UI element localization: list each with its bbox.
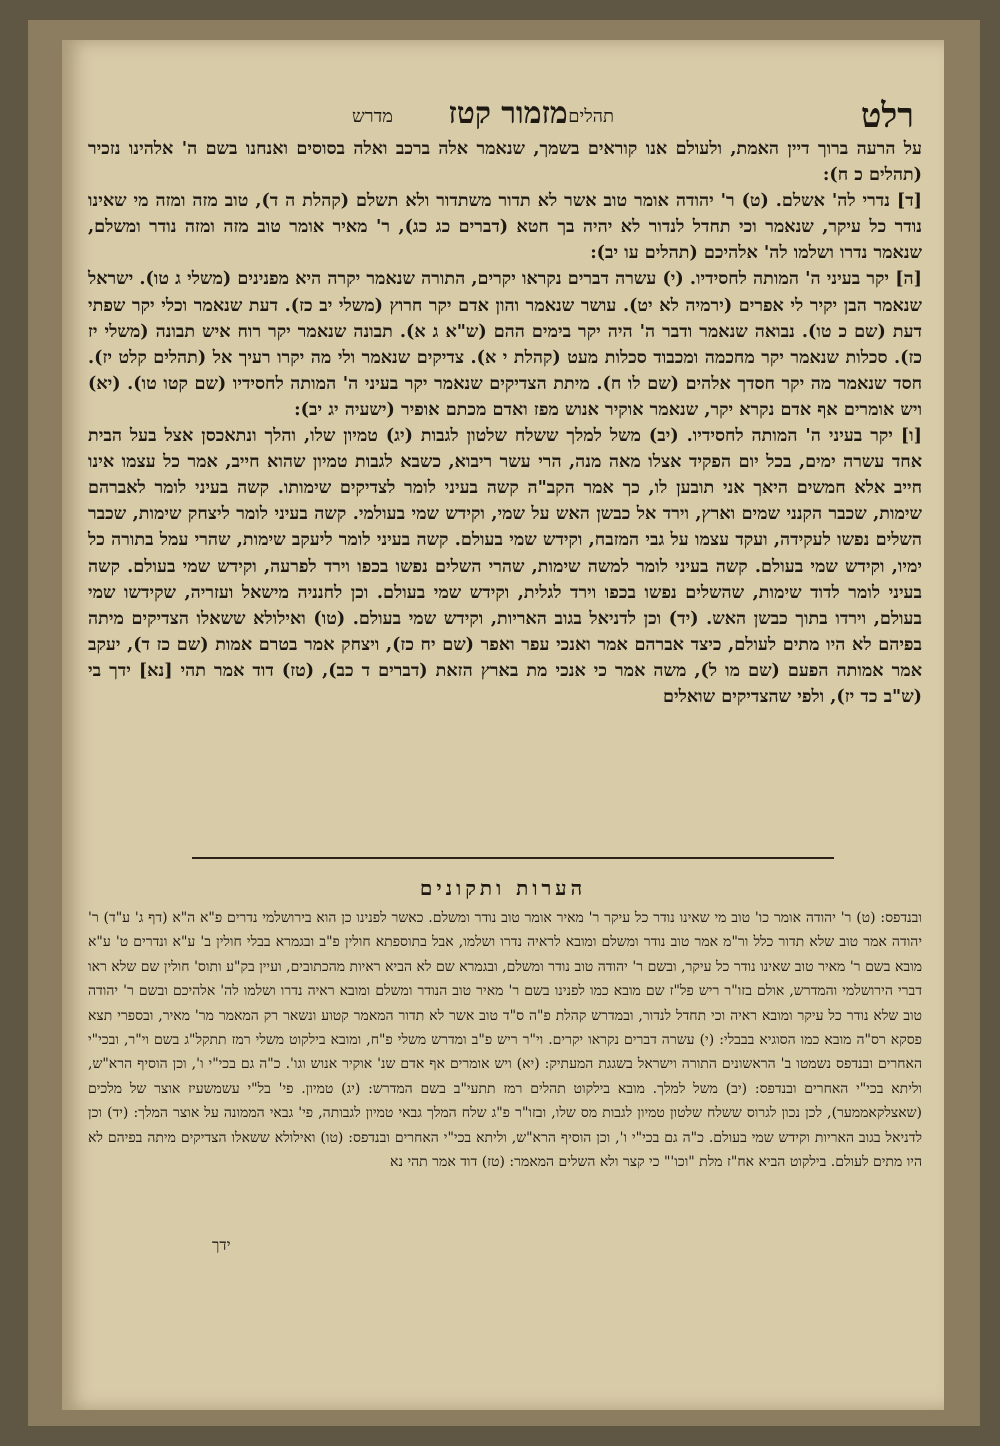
- notes-heading: הערות ותקונים: [419, 876, 587, 900]
- paragraph: על הרעה ברוך דיין האמת, ולעולם אנו קוראים בשמך, שנאמר אלה ברכב ואלה בסוסים ואנחנו בשם ה' אלהינו נזכיר (תהלים כ ח):: [88, 138, 922, 186]
- paragraph: [ד] נדרי לה' אשלם. (ט) ר' יהודה אומר טוב אשר לא תדור משתדור ולא תשלם (קהלת ה ד), טוב מזה ומזה מי שאינו נודר כל עיקר, שנאמר וכי תחדל לנדור לא יהיה בך חטא (דברים כג כג), ר' מאיר אומר טוב מזה ומזה נודר ומשלם, שנאמר נדרו ושלמו לה' אלהיכם (תהלים עו יב):: [88, 190, 922, 264]
- header-left-label: מדרש: [352, 106, 393, 127]
- header-right-label: תהלים: [568, 106, 614, 127]
- paragraph: [ה] יקר בעיני ה' המותה לחסידיו. (י) עשרה דברים נקראו יקרים, התורה שנאמר יקרה היא מפנינים (משלי ג טו). ישראל שנאמר הבן יקיר לי אפרים (ירמיה לא יט). עושר שנאמר והון אדם יקר חרוץ (משלי יב כז). דעת שנאמר וכלי יקר שפתי דעת (שם כ טו). נבואה שנאמר ודבר ה' היה יקר בימים ההם (ש"א ג א). תבונה שנאמר יקר רוח איש תבונה (משלי יז כז). סכלות שנאמר יקר מחכמה ומכבוד סכלות מעט (קהלת י א). צדיקים שנאמר ולי מה יקרו רעיך אל (תהלים קלט יז). חסד שנאמר מה יקר חסדך אלהים (שם לו ח). מיתת הצדיקים שנאמר יקר בעיני ה' המותה לחסידיו (שם קטו טו). (יא) ויש אומרים אף אדם נקרא יקר, שנאמר אוקיר אנוש מפז ואדם מכתם אופיר (ישעיה יג יב):: [88, 268, 922, 420]
- notes-text: [88, 906, 922, 1174]
- book-page: [62, 40, 944, 1410]
- catchword: ידך: [212, 1236, 231, 1254]
- notes-paragraph: ובנדפס: (ט) ר' יהודה אומר כו' טוב מי שאינו נודר כל עיקר ר' מאיר אומר טוב נודר ומשלם. כאשר לפנינו כן הוא בירושלמי נדרים פ"א ה"א (דף ג' ע"ד) ר' יהודה אמר טוב שלא תדור כלל ור"מ אמר טוב נודר ומשלם ומובא לראיה נדרו ושלמו, אבל בתוספתא חולין פ"ב ובגמרא בבלי חולין ב' ע"א ונדרים ט' ע"א מובא בשם ר' מאיר טוב שאינו נודר כל עיקר, ובשם ר' יהודה טוב נודר ומשלם, ובגמרא שם לא הביא ראיות מהכתובים, ועיין בק"ע ותוס' חולין שם שלא ראו דברי הירושלמי והמדרש, אולם בזו"ר ריש פל"ז שם מובא כמו לפנינו בשם ר' מאיר טוב הנודר ומשלם ומובא ראיה נדרו ושלמו לה' אלהיכם ובשם ר' יהודה טוב שלא נודר כל עיקר ומובא ראיה וכי תחדל לנדור, ובמדרש קהלת פ"ה ס"ד טוב אשר לא תדור המאמר קטוע ונשאר רק המאמר מר' מאיר, ובספרי תצא פסקא רס"ה מובא כמו הסוגיא בבבלי: (י) עשרה דברים נקראו יקרים. וי"ר ריש פ"ב ומדרש משלי פ"ח, ומובא בילקוט משלי רמז תתקל"ג בשם וי"ר, ובכי"י האחרים ובנדפס נשמטו ב' הראשונים התורה וישראל בשגגת המעתיק: (יא) ויש אומרים אף אדם שנ' אוקיר אנוש וגו'. כ"ה גם בכי"י ו', וכן הוסיף הרא"ש, וליתא בכי"י האחרים ובנדפס: (יב) משל למלך. מובא בילקוט תהלים רמז תתעי"ב בשם המדרש: (יג) טמיון. פי' בל"י עשמשעיז אוצר של מלכים (שאצלקאממער), לכן נכון לגרוס ששלח שלטון טמיון לגבות מס שלו, ובזו"ר פ"ג שלח המלך גבאי טמיון לגבותה, פי' גבאי הממונה על אוצר המלך: (יד) וכן לדניאל בגוב האריות וקידש שמי בעולם. כ"ה גם בכי"י ו', וכן הוסיף הרא"ש, וליתא בכי"י האחרים ובנדפס: (טו) ואילולא ששאלו הצדיקים מיתה בפיהם לא היו מתים לעולם. בילקוט הביא אח"ז מלת "וכו'" כי קצר ולא השלים המאמר: (טז) דוד אמר תהי נא: [88, 910, 923, 1171]
- main-text: [88, 136, 922, 710]
- divider: [192, 857, 834, 859]
- paragraph: [ו] יקר בעיני ה' המותה לחסידיו. (יב) משל למלך ששלח שלטון לגבות (יג) טמיון שלו, והלך ונתאכסן אצל בעל הבית אחד עשרה ימים, בכל יום הפקיד אצלו מאה מנה, הרי עשר ריבוא, כשבא לגבות טמיון שהוא חייב, אמר כל עצמו אינו חייב אלא חמשים היאך אני תובען לו, כך אמר הקב"ה קשה בעיני לומר לצדיקים שימותו. קשה בעיני לומר לאברהם שימות, שכבר הקנני שמים וארץ, וירד אל כבשן האש על שמי, וקידש שמי בעולמי. קשה בעיני לומר ליצחק שימות, שכבר השלים נפשו לעקידה, ועקד עצמו על גבי המזבח, וקידש שמי בעולם. קשה בעיני לומר ליעקב שימות, שהרי עמל בתורה כל ימיו, וקידש שמי בעולם. קשה בעיני לומר למשה שימות, שהרי השלים נפשו בכפו וירד לפרעה, וקידש שמי בעולם. קשה בעיני לומר לדוד שימות, שהשלים נפשו בכפו וירד לגלית, וקידש שמי בעולם. וכן לחנניה מישאל ועזריה, שקידשו שמי בעולם, וירדו בתוך כבשן האש. (יד) וכן לדניאל בגוב האריות, וקידש שמי בעולם. (טו) ואילולא ששאלו הצדיקים מיתה בפיהם לא היו מתים לעולם, כיצד אברהם אמר ואנכי עפר ואפר (שם יח כז), ויצחק אמר בטרם אמות (שם כז ד), יעקב אמר אמותה הפעם (שם מו ל), משה אמר כי אנכי מת בארץ הזאת (דברים ד כב), (טז) דוד אמר תהי [נא] ידך בי (ש"ב כד יז), ולפי שהצדיקים שואלים: [88, 425, 922, 707]
- header-title: מזמור קטז: [448, 96, 568, 131]
- page-number: רלט: [860, 96, 914, 136]
- running-header: [102, 96, 914, 140]
